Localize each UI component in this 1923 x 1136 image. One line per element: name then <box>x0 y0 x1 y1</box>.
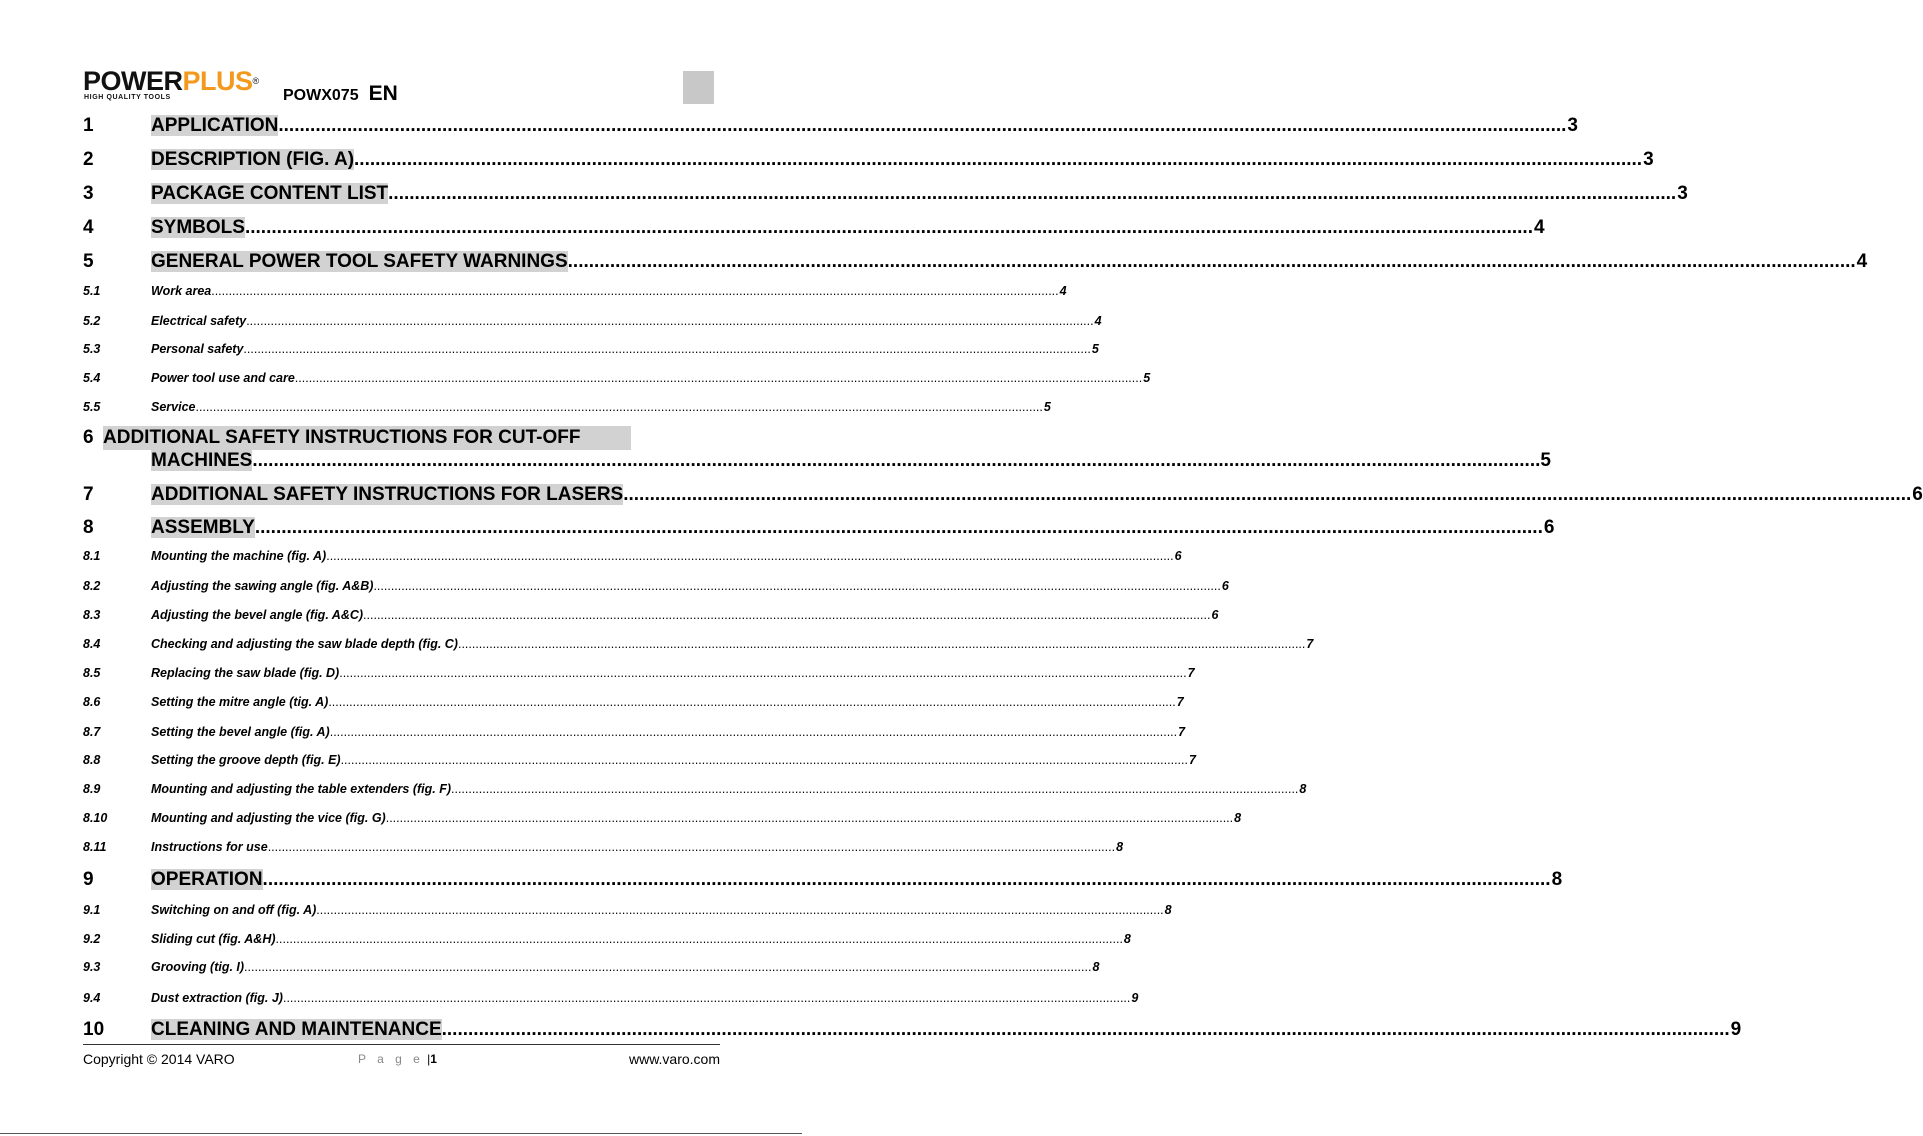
toc-entry-8-10[interactable]: 8.10 Mounting and adjusting the vice (fig. G) .................................................................................................................................................................................................................................................... 8 <box>83 811 1242 825</box>
page-number: 1 <box>430 1052 437 1066</box>
toc-entry-7[interactable]: 7 ADDITIONAL SAFETY INSTRUCTIONS FOR LASERS .................................................................................................................................................................................................................................................... 6 <box>83 484 1923 505</box>
toc-entry-10[interactable]: 10 CLEANING AND MAINTENANCE .................................................................................................................................................................................................................................................... 9 <box>83 1019 1742 1040</box>
toc-entry-9[interactable]: 9 OPERATION .................................................................................................................................................................................................................................................... 8 <box>83 869 1563 890</box>
page-bottom-edge <box>0 1133 802 1134</box>
toc-entry-8-1[interactable]: 8.1 Mounting the machine (fig. A) .................................................................................................................................................................................................................................................... 6 <box>83 549 1182 563</box>
page-footer <box>83 1049 720 1069</box>
toc-entry-5-2[interactable]: 5.2 Electrical safety .................................................................................................................................................................................................................................................... 4 <box>83 314 1102 328</box>
toc-entry-1[interactable]: 1 APPLICATION .................................................................................................................................................................................................................................................... 3 <box>83 115 1578 136</box>
toc-entry-9-4[interactable]: 9.4 Dust extraction (fig. J) .................................................................................................................................................................................................................................................... 9 <box>83 991 1139 1005</box>
model-heading <box>283 84 398 106</box>
copyright-notice: Copyright © 2014 VARO <box>83 1051 235 1067</box>
website-link[interactable]: www.varo.com <box>628 1051 720 1067</box>
toc-entry-4[interactable]: 4 SYMBOLS .................................................................................................................................................................................................................................................... 4 <box>83 217 1545 238</box>
toc-entry-5-3[interactable]: 5.3 Personal safety .................................................................................................................................................................................................................................................... 5 <box>83 342 1099 356</box>
toc-entry-8-6[interactable]: 8.6 Setting the mitre angle (tig. A) .................................................................................................................................................................................................................................................... 7 <box>83 695 1184 709</box>
language-code: EN <box>368 82 398 105</box>
toc-entry-5-1[interactable]: 5.1 Work area .................................................................................................................................................................................................................................................... 4 <box>83 284 1067 298</box>
toc-entry-5-4[interactable]: 5.4 Power tool use and care .................................................................................................................................................................................................................................................... 5 <box>83 371 1151 385</box>
toc-entry-5[interactable]: 5 GENERAL POWER TOOL SAFETY WARNINGS .................................................................................................................................................................................................................................................... 4 <box>83 251 1868 272</box>
toc-entry-9-2[interactable]: 9.2 Sliding cut (fig. A&H) .................................................................................................................................................................................................................................................... 8 <box>83 932 1131 946</box>
toc-entry-6-continued[interactable]: MACHINES .................................................................................................................................................................................................................................................... 5 <box>151 450 1551 471</box>
logo-wordmark: POWERPLUS® <box>83 66 259 96</box>
toc-entry-3[interactable]: 3 PACKAGE CONTENT LIST .................................................................................................................................................................................................................................................... 3 <box>83 183 1688 204</box>
footer-divider <box>83 1044 720 1045</box>
toc-entry-8-3[interactable]: 8.3 Adjusting the bevel angle (fig. A&C) .................................................................................................................................................................................................................................................... 6 <box>83 608 1219 622</box>
toc-entry-2[interactable]: 2 DESCRIPTION (FIG. A) .................................................................................................................................................................................................................................................... 3 <box>83 149 1654 170</box>
page-indicator: P a g e |1 <box>358 1052 437 1066</box>
model-number: POWX075 <box>283 87 359 104</box>
toc-entry-8-7[interactable]: 8.7 Setting the bevel angle (fig. A) .................................................................................................................................................................................................................................................... 7 <box>83 725 1186 739</box>
toc-entry-8-2[interactable]: 8.2 Adjusting the sawing angle (fig. A&B) .................................................................................................................................................................................................................................................... 6 <box>83 579 1229 593</box>
toc-entry-8-5[interactable]: 8.5 Replacing the saw blade (fig. D) .................................................................................................................................................................................................................................................... 7 <box>83 666 1195 680</box>
language-tab-marker <box>683 71 714 104</box>
toc-entry-8[interactable]: 8 ASSEMBLY .................................................................................................................................................................................................................................................... 6 <box>83 517 1555 538</box>
toc-entry-9-3[interactable]: 9.3 Grooving (tig. I) .................................................................................................................................................................................................................................................... 8 <box>83 960 1100 974</box>
toc-entry-6[interactable]: 6 ADDITIONAL SAFETY INSTRUCTIONS FOR CUT-OFF <box>83 426 631 450</box>
toc-entry-8-11[interactable]: 8.11 Instructions for use .................................................................................................................................................................................................................................................... 8 <box>83 840 1124 854</box>
powerplus-logo <box>83 66 273 102</box>
toc-entry-9-1[interactable]: 9.1 Switching on and off (fig. A) .................................................................................................................................................................................................................................................... 8 <box>83 903 1172 917</box>
toc-entry-8-4[interactable]: 8.4 Checking and adjusting the saw blade depth (fig. C) .................................................................................................................................................................................................................................................... 7 <box>83 637 1314 651</box>
toc-entry-8-8[interactable]: 8.8 Setting the groove depth (fig. E) .................................................................................................................................................................................................................................................... 7 <box>83 753 1196 767</box>
toc-entry-5-5[interactable]: 5.5 Service .................................................................................................................................................................................................................................................... 5 <box>83 400 1051 414</box>
logo-tagline: HIGH QUALITY TOOLS <box>84 94 171 101</box>
toc-entry-8-9[interactable]: 8.9 Mounting and adjusting the table extenders (fig. F) .................................................................................................................................................................................................................................................... 8 <box>83 782 1307 796</box>
